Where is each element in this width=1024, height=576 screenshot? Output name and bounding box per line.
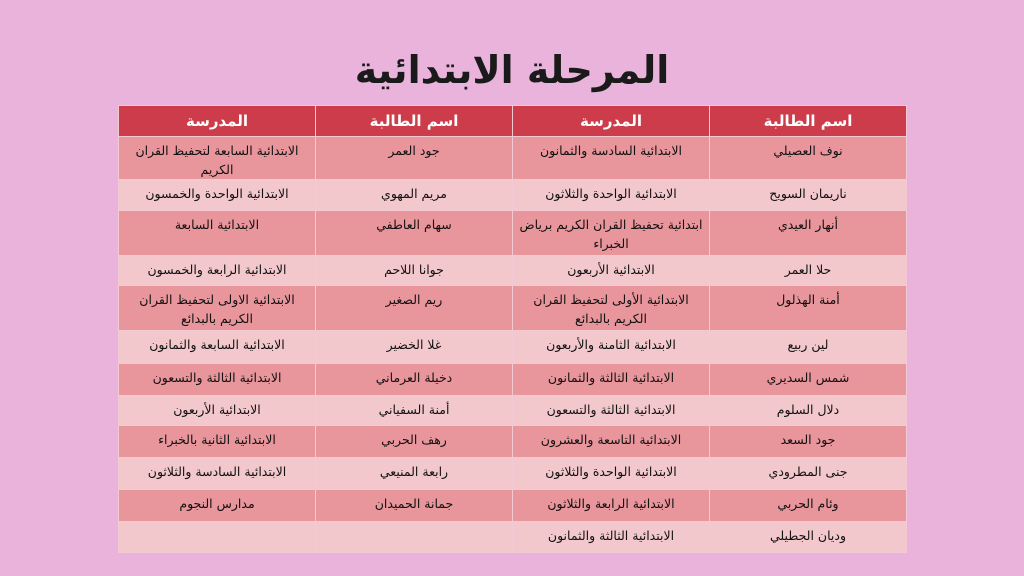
student-name-cell: جود السعد: [710, 426, 907, 458]
student-name-cell: دخيلة العرماني: [316, 364, 513, 396]
student-name-cell: [316, 522, 513, 553]
students-table: [118, 105, 907, 553]
student-name-cell: وديان الجطيلي: [710, 522, 907, 553]
header-school: المدرسة: [513, 106, 710, 137]
school-cell: الابتدائية الثالثة والثمانون: [513, 364, 710, 396]
school-cell: الابتدائية السابعة لتحفيظ القران الكريم: [119, 137, 316, 180]
table-row: [119, 286, 907, 331]
page-title: المرحلة الابتدائية: [354, 48, 670, 92]
school-cell: الابتدائية التاسعة والعشرون: [513, 426, 710, 458]
school-cell: الابتدائية الأولى لتحفيظ القران الكريم بالبدائع: [513, 286, 710, 331]
student-name-cell: أمنة الهذلول: [710, 286, 907, 331]
student-name-cell: أمنة السفياني: [316, 396, 513, 426]
student-name-cell: سهام العاطفي: [316, 211, 513, 256]
school-cell: الابتدائية الثانية بالخبراء: [119, 426, 316, 458]
school-cell: الابتدائية الواحدة والثلاثون: [513, 458, 710, 490]
header-school: المدرسة: [119, 106, 316, 137]
student-name-cell: غلا الخضير: [316, 331, 513, 364]
student-name-cell: حلا العمر: [710, 256, 907, 286]
school-cell: الابتدائية الثالثة والثمانون: [513, 522, 710, 553]
school-cell: مدارس النجوم: [119, 490, 316, 522]
table-row: [119, 180, 907, 211]
student-name-cell: أنهار العيدي: [710, 211, 907, 256]
student-name-cell: نوف العصيلي: [710, 137, 907, 180]
student-name-cell: رهف الحربي: [316, 426, 513, 458]
table-row: [119, 426, 907, 458]
table-row: [119, 522, 907, 553]
school-cell: الابتدائية الثالثة والتسعون: [119, 364, 316, 396]
student-name-cell: جوانا اللاحم: [316, 256, 513, 286]
school-cell: الابتدائية الرابعة والثلاثون: [513, 490, 710, 522]
school-cell: الابتدائية الثالثة والتسعون: [513, 396, 710, 426]
table-row: [119, 211, 907, 256]
school-cell: الابتدائية الاولى لتحفيظ القران الكريم بالبدائع: [119, 286, 316, 331]
school-cell: الابتدائية الواحدة والثلاثون: [513, 180, 710, 211]
student-name-cell: جنى المطرودي: [710, 458, 907, 490]
student-name-cell: جود العمر: [316, 137, 513, 180]
student-name-cell: مريم المهوي: [316, 180, 513, 211]
student-name-cell: لين ربيع: [710, 331, 907, 364]
student-name-cell: شمس السديري: [710, 364, 907, 396]
student-name-cell: رابعة المنيعي: [316, 458, 513, 490]
student-name-cell: وئام الحربي: [710, 490, 907, 522]
table-header-row: [119, 106, 907, 137]
student-name-cell: جمانة الحميدان: [316, 490, 513, 522]
table-row: [119, 364, 907, 396]
school-cell: الابتدائية السابعة: [119, 211, 316, 256]
school-cell: الابتدائية الواحدة والخمسون: [119, 180, 316, 211]
student-name-cell: ناريمان السويح: [710, 180, 907, 211]
table-row: [119, 256, 907, 286]
table-row: [119, 137, 907, 180]
school-cell: الابتدائية الرابعة والخمسون: [119, 256, 316, 286]
table-row: [119, 396, 907, 426]
school-cell: الابتدائية الأربعون: [513, 256, 710, 286]
school-cell: الابتدائية الثامنة والأربعون: [513, 331, 710, 364]
student-name-cell: دلال السلوم: [710, 396, 907, 426]
student-name-cell: ريم الصغير: [316, 286, 513, 331]
school-cell: الابتدائية السادسة والثلاثون: [119, 458, 316, 490]
table-row: [119, 458, 907, 490]
school-cell: ابتدائية تحفيظ القران الكريم برياض الخبراء: [513, 211, 710, 256]
header-student-name: اسم الطالبة: [710, 106, 907, 137]
school-cell: الابتدائية السادسة والثمانون: [513, 137, 710, 180]
school-cell: [119, 522, 316, 553]
school-cell: الابتدائية الأربعون: [119, 396, 316, 426]
table-row: [119, 490, 907, 522]
header-student-name: اسم الطالبة: [316, 106, 513, 137]
school-cell: الابتدائية السابعة والثمانون: [119, 331, 316, 364]
table-row: [119, 331, 907, 364]
